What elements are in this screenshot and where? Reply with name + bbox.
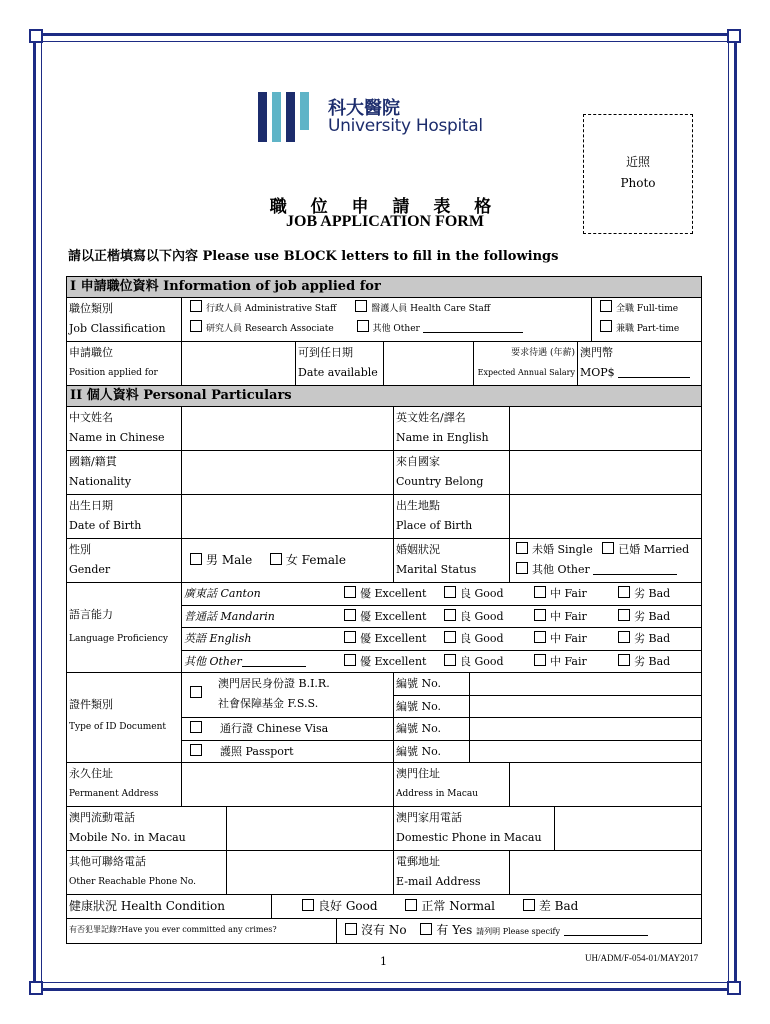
canton-good-checkbox[interactable] [444, 586, 456, 598]
position-row [67, 342, 701, 386]
position-label-zh: 申請職位 [69, 346, 113, 359]
passport-checkbox[interactable] [190, 744, 202, 756]
health-row [67, 895, 701, 919]
address-row [67, 763, 701, 807]
female-checkbox[interactable] [270, 553, 282, 565]
id-visa-row [182, 718, 701, 741]
other-class-checkbox[interactable] [357, 320, 369, 332]
pob-label-en: Place of Birth [396, 519, 473, 532]
id-no-label: 編號 No. [394, 673, 470, 695]
good-label: 良 Good [460, 632, 504, 645]
name-cn-field[interactable] [182, 407, 394, 450]
id-passport-row [182, 741, 701, 764]
macau-label-en: Address in Macau [396, 789, 479, 799]
other-fair-checkbox[interactable] [534, 654, 546, 666]
name-en-label-en: Name in English [396, 431, 489, 444]
english-bad-checkbox[interactable] [618, 631, 630, 643]
country-label-zh: 來自國家 [396, 455, 440, 468]
job-class-label-zh: 職位類別 [69, 302, 113, 315]
salary-field[interactable] [618, 366, 690, 378]
other-phone-label-en: Other Reachable Phone No. [69, 877, 197, 887]
mandarin-fair-checkbox[interactable] [534, 609, 546, 621]
english-good-checkbox[interactable] [444, 631, 456, 643]
passport-no-field[interactable] [470, 741, 701, 764]
fair-label: 中 Fair [550, 609, 587, 623]
health-bad-label: 差 Bad [538, 899, 579, 913]
visa-checkbox[interactable] [190, 721, 202, 733]
other-phone-row [67, 851, 701, 895]
female-label: 女 Female [285, 553, 346, 567]
pob-field[interactable] [510, 495, 701, 538]
id-visa-label: 通行證 Chinese Visa [220, 722, 329, 735]
single-label: 未婚 Single [532, 543, 593, 556]
other-class-field[interactable] [423, 321, 523, 333]
language-row [67, 583, 701, 673]
research-label: 研究人員 Research Associate [206, 324, 334, 334]
fulltime-checkbox[interactable] [600, 300, 612, 312]
perm-label-en: Permanent Address [69, 789, 159, 799]
id-no-label: 編號 No. [394, 741, 470, 764]
name-row [67, 407, 701, 451]
phone-row [67, 807, 701, 851]
other-class-label: 其他 Other [372, 324, 420, 334]
bad-label: 劣 Bad [634, 587, 671, 600]
crime-yes-checkbox[interactable] [420, 923, 432, 935]
bad-label: 劣 Bad [634, 632, 671, 645]
lang-canton-row [182, 583, 701, 606]
crime-no-checkbox[interactable] [345, 923, 357, 935]
excellent-label: 優 Excellent [360, 609, 427, 623]
married-label: 已婚 Married [618, 543, 690, 556]
lang-label-en: Language Proficiency [69, 634, 168, 644]
id-no-label: 編號 No. [394, 718, 470, 740]
english-fair-checkbox[interactable] [534, 631, 546, 643]
corner-ornament [29, 981, 43, 995]
mobile-label-zh: 澳門流動電話 [69, 811, 135, 824]
lang-english-label: 英語 English [184, 632, 252, 645]
nat-label-zh: 國籍/籍貫 [69, 455, 117, 468]
marital-other-field[interactable] [593, 563, 677, 575]
macau-address-field[interactable] [510, 763, 701, 806]
marital-other-checkbox[interactable] [516, 562, 528, 574]
male-label: 男 Male [206, 553, 253, 567]
section-2-header: II 個人資料 Personal Particulars [67, 386, 701, 407]
lang-other-row [182, 651, 701, 674]
nationality-row [67, 451, 701, 495]
other-good-checkbox[interactable] [444, 654, 456, 666]
fair-label: 中 Fair [550, 587, 587, 600]
id-doc-row [67, 673, 701, 763]
mandarin-bad-checkbox[interactable] [618, 609, 630, 621]
excellent-label: 優 Excellent [360, 632, 427, 645]
name-cn-label-zh: 中文姓名 [69, 411, 113, 424]
dom-phone-field[interactable] [555, 807, 701, 850]
bad-label: 劣 Bad [634, 609, 671, 623]
lang-mandarin-label: 普通話 Mandarin [184, 609, 275, 623]
parttime-checkbox[interactable] [600, 320, 612, 332]
macau-label-zh: 澳門住址 [396, 767, 440, 780]
currency-label-zh: 澳門幣 [580, 346, 613, 359]
other-phone-field[interactable] [227, 851, 394, 894]
email-label-zh: 電郵地址 [396, 855, 440, 868]
email-field[interactable] [510, 851, 701, 894]
lang-canton-label: 廣東話 Canton [184, 587, 261, 600]
id-fss-label: 社會保障基金 F.S.S. [218, 697, 319, 710]
photo-label-en: Photo [620, 176, 656, 190]
nat-label-en: Nationality [69, 475, 132, 488]
form-title-en: JOB APPLICATION FORM [286, 213, 484, 230]
canton-fair-checkbox[interactable] [534, 586, 546, 598]
country-label-en: Country Belong [396, 475, 484, 488]
health-normal-checkbox[interactable] [405, 899, 417, 911]
date-field[interactable] [384, 342, 474, 385]
excellent-label: 優 Excellent [360, 587, 427, 600]
crime-no-label: 沒有 No [361, 923, 407, 937]
name-en-label-zh: 英文姓名/譯名 [396, 411, 466, 424]
crime-question: 有否犯罪記錄?Have you ever committed any crimes? [67, 919, 337, 943]
health-label: 健康狀況 Health Condition [67, 895, 272, 918]
health-label: 醫護人員 Health Care Staff [371, 304, 491, 314]
visa-no-field[interactable] [470, 718, 701, 740]
position-label-en: Position applied for [69, 368, 158, 378]
photo-label-zh: 近照 [625, 155, 650, 169]
other-excellent-checkbox[interactable] [344, 654, 356, 666]
form-code: UH/ADM/F-054-01/MAY2017 [585, 953, 699, 963]
male-checkbox[interactable] [190, 553, 202, 565]
fss-no-field[interactable] [470, 696, 701, 719]
marital-other-label: 其他 Other [532, 563, 590, 576]
page-number: 1 [380, 955, 387, 968]
id-bir-label: 澳門居民身份證 B.I.R. [218, 677, 330, 690]
health-bad-checkbox[interactable] [523, 899, 535, 911]
perm-address-field[interactable] [182, 763, 394, 806]
mobile-field[interactable] [227, 807, 394, 850]
gender-label-zh: 性別 [69, 543, 91, 556]
marital-label-en: Marital Status [396, 563, 477, 576]
canton-bad-checkbox[interactable] [618, 586, 630, 598]
corner-ornament [727, 981, 741, 995]
application-table [66, 276, 702, 944]
health-normal-label: 正常 Normal [421, 899, 496, 913]
single-checkbox[interactable] [516, 542, 528, 554]
instruction: 請以正楷填寫以下內容 Please use BLOCK letters to fill in the followings [68, 249, 559, 264]
lang-label-zh: 語言能力 [69, 608, 113, 621]
birth-row [67, 495, 701, 539]
married-checkbox[interactable] [602, 542, 614, 554]
name-cn-label-en: Name in Chinese [69, 431, 165, 444]
id-no-label: 編號 No. [394, 696, 470, 719]
id-label-en: Type of ID Document [69, 722, 167, 732]
parttime-label: 兼職 Part-time [616, 324, 680, 334]
dom-label-zh: 澳門家用電話 [396, 811, 462, 824]
english-excellent-checkbox[interactable] [344, 631, 356, 643]
crime-specify-label: 請列明 Please specify [476, 927, 561, 936]
job-class-row [67, 298, 701, 342]
admin-label: 行政人員 Administrative Staff [206, 304, 337, 314]
crime-row [67, 919, 701, 943]
lang-mandarin-row [182, 606, 701, 629]
id-label-zh: 證件類別 [69, 698, 113, 711]
excellent-label: 優 Excellent [360, 654, 427, 668]
bir-fss-checkbox[interactable] [190, 686, 202, 698]
logo-en: University Hospital [328, 116, 483, 136]
country-field[interactable] [510, 451, 701, 494]
mobile-label-en: Mobile No. in Macau [69, 831, 186, 844]
name-en-field[interactable] [510, 407, 701, 450]
mandarin-good-checkbox[interactable] [444, 609, 456, 621]
mandarin-excellent-checkbox[interactable] [344, 609, 356, 621]
health-good-checkbox[interactable] [302, 899, 314, 911]
lang-other-field[interactable] [242, 655, 306, 667]
date-label-zh: 可到任日期 [298, 346, 353, 359]
dob-label-en: Date of Birth [69, 519, 142, 532]
fulltime-label: 全職 Full-time [616, 304, 679, 314]
currency-label-en: MOP$ [580, 366, 615, 379]
corner-ornament [29, 29, 43, 43]
other-phone-label-zh: 其他可聯絡電話 [69, 855, 146, 868]
pob-label-zh: 出生地點 [396, 499, 440, 512]
id-passport-label: 護照 Passport [220, 744, 294, 758]
marital-label-zh: 婚姻狀況 [396, 543, 440, 556]
salary-label-zh: 要求待遇 (年薪) [511, 348, 575, 358]
good-label: 良 Good [460, 609, 504, 623]
salary-label-en: Expected Annual Salary [477, 368, 575, 377]
good-label: 良 Good [460, 654, 504, 668]
lang-english-row [182, 628, 701, 651]
dom-label-en: Domestic Phone in Macau [396, 831, 542, 844]
date-label-en: Date available [298, 366, 378, 379]
nationality-field[interactable] [182, 451, 394, 494]
crime-specify-field[interactable] [564, 924, 648, 936]
fair-label: 中 Fair [550, 654, 587, 668]
position-field[interactable] [182, 342, 296, 385]
job-class-label-en: Job Classification [69, 322, 166, 335]
email-label-en: E-mail Address [396, 875, 481, 888]
bir-no-field[interactable] [470, 673, 701, 695]
canton-excellent-checkbox[interactable] [344, 586, 356, 598]
admin-checkbox[interactable] [190, 300, 202, 312]
other-bad-checkbox[interactable] [618, 654, 630, 666]
bad-label: 劣 Bad [634, 654, 671, 668]
crime-yes-label: 有 Yes [436, 923, 473, 937]
lang-other-label: 其他 Other [184, 654, 242, 668]
gender-label-en: Gender [69, 563, 111, 576]
perm-label-zh: 永久住址 [69, 767, 113, 780]
id-bir-row [182, 673, 701, 718]
health-good-label: 良好 Good [318, 899, 378, 913]
logo-zh: 科大醫院 [328, 98, 400, 119]
corner-ornament [727, 29, 741, 43]
health-checkbox[interactable] [355, 300, 367, 312]
good-label: 良 Good [460, 587, 504, 600]
section-1-header: I 申請職位資料 Information of job applied for [67, 277, 701, 298]
dob-field[interactable] [182, 495, 394, 538]
dob-label-zh: 出生日期 [69, 499, 113, 512]
fair-label: 中 Fair [550, 632, 587, 645]
research-checkbox[interactable] [190, 320, 202, 332]
gender-row [67, 539, 701, 583]
form-title-zh: 職 位 申 請 表 格 [269, 197, 501, 217]
